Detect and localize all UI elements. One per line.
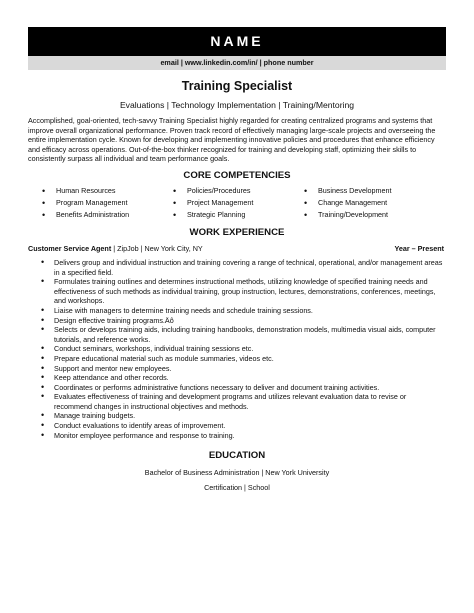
job-role-line <box>28 243 203 254</box>
duty-item: • Keep attendance and other records. <box>40 373 446 383</box>
competency-item: • Training/Development <box>304 209 424 221</box>
duty-item: • Delivers group and individual instruction and training covering a range of technical, operational, and/or management areas in a specified field. <box>40 258 446 277</box>
competency-item: • Program Management <box>42 197 162 209</box>
duties-list <box>28 258 446 440</box>
headline-subtitle: Evaluations | Technology Implementation | Training/Mentoring <box>119 100 355 110</box>
candidate-name: NAME <box>210 33 264 49</box>
duty-item: • Manage training budgets. <box>40 411 446 421</box>
competency-item: • Change Management <box>304 197 424 209</box>
competency-item: • Policies/Procedures <box>173 185 293 197</box>
job-company-location: | ZipJob | New York City, NY <box>111 243 203 253</box>
duty-item: • Conduct seminars, workshops, individual training sessions etc. <box>40 344 446 354</box>
duty-item: • Formulates training outlines and determines instructional methods, utilizing knowledge of specified training needs and effectiveness of such methods as individual training, group instruction, lectures, demonstrations, conferences, meetings, and workshops. <box>40 277 446 306</box>
competencies-column-2 <box>173 185 293 221</box>
duty-item: • Conduct evaluations to identify areas of improvement. <box>40 421 446 431</box>
contact-banner <box>28 56 446 70</box>
competencies-heading: CORE COMPETENCIES <box>183 169 291 181</box>
name-banner <box>28 27 446 56</box>
education-certification: Certification | School <box>204 483 270 493</box>
duty-item: • Support and mentor new employees. <box>40 364 446 374</box>
duty-item: • Design effective training programs.Äô <box>40 316 446 326</box>
duty-item: • Selects or develops training aids, including training handbooks, demonstration models, multimedia visual aids, computer tutorials, and reference works. <box>40 325 446 344</box>
competency-item: • Human Resources <box>42 185 162 197</box>
summary-paragraph: Accomplished, goal-oriented, tech-savvy Training Specialist highly regarded for creating centralized programs and systems that improve overall organizational performance. Proven track record of effectively managing large-scale projects and overseeing the entire implementation cycle. Known for developing and implementing innovative policies and procedures that enhance efficiency and efficacy across operations. Out-of-the-box thinker recognized for training and developing staff, optimizing their skills to consistently surpass all individual and team performance goals. <box>28 116 436 164</box>
experience-heading: WORK EXPERIENCE <box>189 226 285 238</box>
contact-info: email | www.linkedin.com/in/ | phone number <box>160 58 314 67</box>
competencies-column-1 <box>42 185 162 221</box>
duty-item: • Evaluates effectiveness of training and development programs and utilizes relevant evaluation data to revise or recommend changes in instructional objectives and methods. <box>40 392 446 411</box>
duty-item: • Liaise with managers to determine training needs and schedule training sessions. <box>40 306 446 316</box>
competency-item: • Project Management <box>173 197 293 209</box>
competency-item: • Strategic Planning <box>173 209 293 221</box>
duty-item: • Coordinates or performs administrative functions necessary to deliver and document training activities. <box>40 383 446 393</box>
education-heading: EDUCATION <box>208 450 266 462</box>
job-dates: Year – Present <box>394 243 444 253</box>
job-role: Customer Service Agent <box>28 243 112 253</box>
competencies-column-3 <box>304 185 424 221</box>
resume-page <box>28 27 446 493</box>
competency-item: • Business Development <box>304 185 424 197</box>
education-degree: Bachelor of Business Administration | New York University <box>144 468 330 478</box>
duty-item: • Prepare educational material such as module summaries, videos etc. <box>40 354 446 364</box>
competency-item: • Benefits Administration <box>42 209 162 221</box>
duty-item: • Monitor employee performance and response to training. <box>40 431 446 441</box>
job-header <box>28 243 446 254</box>
headline-title: Training Specialist <box>181 79 293 93</box>
competencies-grid <box>28 185 446 221</box>
